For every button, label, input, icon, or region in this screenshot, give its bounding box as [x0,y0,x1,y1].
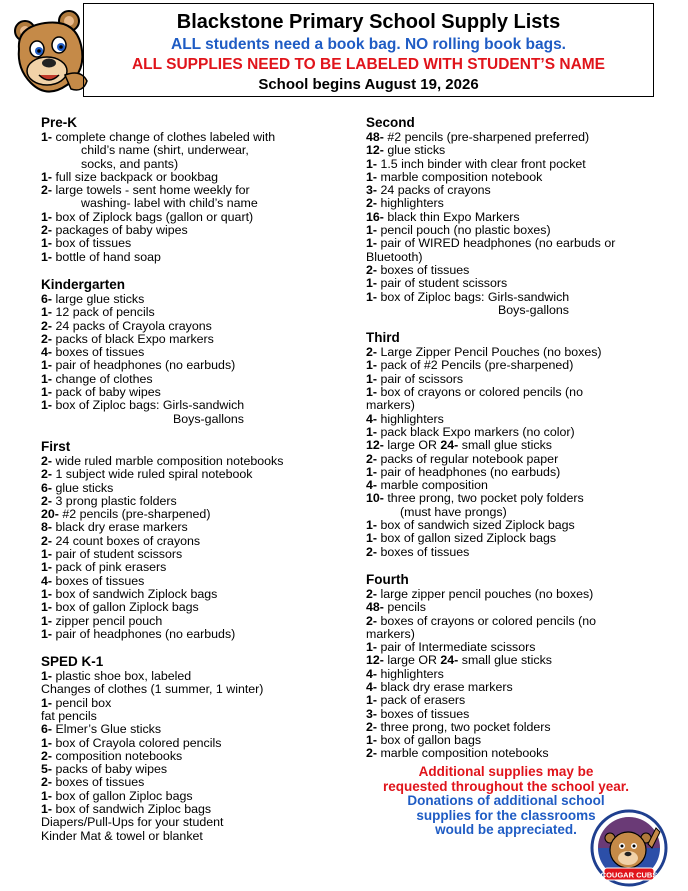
item-text: marble composition notebook [377,169,543,184]
list-item [366,668,666,681]
list-item [366,747,666,760]
item-text: Elmer’s Glue sticks [52,722,162,737]
item-text: box of Ziploc bags: Girls-sandwich [52,398,245,413]
item-text: pair of WIRED headphones (no earbuds or [377,236,616,251]
item-text: 24 count boxes of crayons [52,533,201,548]
list-item [366,291,666,304]
item-text: #2 pencils (pre-sharpened) [58,507,211,522]
item-qty: 1- [366,156,378,171]
item-text: pair of headphones (no earbuds) [377,464,561,479]
item-qty: 1- [366,693,378,708]
item-qty: 2- [366,345,378,360]
item-text: boxes of tissues [377,706,470,721]
section-title: Fourth [366,571,409,587]
list-item [41,548,351,561]
item-qty: 1- [366,518,378,533]
item-text: plastic shoe box, labeled [52,669,192,684]
item-text: pair of Intermediate scissors [377,640,536,655]
item-text: #2 pencils (pre-sharpened preferred) [383,130,590,144]
list-item [366,426,666,439]
item-text: highlighters [377,411,444,426]
list-item [41,683,351,696]
list-item [41,508,351,521]
section-fourth [366,572,666,761]
item-text: composition notebooks [52,748,183,763]
list-item [41,373,351,386]
list-item [366,211,666,224]
list-item [366,615,666,628]
item-text: box of gallon bags [377,733,482,748]
item-qty: 1- [41,305,53,320]
item-text: marble composition notebooks [377,746,549,761]
item-text: 24 packs of Crayola crayons [52,318,212,333]
item-text: black thin Expo Markers [383,209,520,224]
list-item [41,697,351,710]
item-qty: 2- [366,262,378,277]
list-item [41,601,351,614]
list-item [366,197,666,210]
item-qty: 2- [366,719,378,734]
section-third [366,330,666,559]
item-text: box of gallon sized Ziplock bags [377,531,557,546]
school-start-date: School begins August 19, 2026 [258,76,479,93]
list-item [366,171,666,184]
item-qty: 2- [41,223,53,238]
item-qty: 2- [366,451,378,466]
item-text: pair of student scissors [377,276,508,291]
right-column [366,115,666,774]
item-qty: 1- [366,640,378,655]
item-qty: 1- [366,424,378,439]
list-item [366,277,666,290]
item-text: small glue sticks [458,653,552,668]
list-item [41,306,351,319]
item-text: pair of student scissors [52,547,183,562]
item-text: box of Crayola colored pencils [52,735,222,750]
list-item [41,131,351,144]
section-sped [41,654,351,843]
item-qty: 1- [366,531,378,546]
list-item [41,482,351,495]
list-item [41,455,351,468]
list-item [366,654,666,667]
list-item [41,346,351,359]
item-text: marble composition [377,478,488,493]
left-column [41,115,351,856]
item-qty: 1- [41,788,53,803]
list-item [366,359,666,372]
item-text: complete change of clothes labeled with [52,130,276,144]
list-item [366,681,666,694]
list-item [41,750,351,763]
list-item [366,479,666,492]
item-continuation: child’s name (shirt, underwear, [81,143,249,158]
item-text: Large Zipper Pencil Pouches (no boxes) [377,345,602,360]
item-qty: 1- [41,398,53,413]
item-text: 3 prong plastic folders [52,493,177,508]
list-item [41,211,351,224]
list-item [41,776,351,789]
item-text: black dry erase markers [52,520,188,535]
item-continuation: Boys-gallons [173,411,244,426]
item-text: large OR [383,438,441,453]
item-text: Changes of clothes (1 summer, 1 winter) [41,682,264,697]
list-item [41,184,351,197]
item-text: Kinder Mat & towel or blanket [41,828,203,843]
item-qty: 2- [41,533,53,548]
item-qty: 1- [366,289,378,304]
section-title: Third [366,330,400,346]
list-item [366,184,666,197]
item-qty: 2- [41,493,53,508]
item-qty: 48- [366,600,384,615]
item-text: bottle of hand soap [52,249,161,264]
item-text: packs of baby wipes [52,762,168,777]
item-text: pencil pouch (no plastic boxes) [377,223,551,238]
list-item [366,439,666,452]
item-continuation: washing- label with child’s name [81,196,258,211]
section-first [41,439,351,641]
item-text: box of tissues [52,236,132,251]
list-item [366,641,666,654]
item-qty: 2- [366,613,378,628]
section-title: Pre-K [41,115,78,130]
item-text: wide ruled marble composition notebooks [52,453,284,468]
item-text: change of clothes [52,371,153,386]
item-continuation: socks, and pants) [81,156,179,171]
label-notice: ALL SUPPLIES NEED TO BE LABELED WITH STUDENT’S NAME [131,56,606,73]
list-item [366,734,666,747]
list-item [366,386,666,399]
item-qty: 4- [41,345,53,360]
list-item [366,453,666,466]
list-item [41,320,351,333]
list-item [366,588,666,601]
item-qty: 8- [41,520,53,535]
section-kindergarten [41,277,351,426]
list-item [41,670,351,683]
item-qty: 4- [41,573,53,588]
item-qty: 24- [440,653,459,668]
list-item [366,601,666,614]
item-text: packs of black Expo markers [52,331,214,346]
cougar-mascot-icon [9,9,93,109]
item-text: boxes of tissues [52,573,145,588]
item-qty: 3- [366,183,378,198]
section-title: First [41,438,71,454]
item-qty: 24- [440,438,459,453]
list-item [366,466,666,479]
item-text: pack black Expo markers (no color) [377,424,575,439]
item-qty: 1- [366,371,378,386]
item-qty: 1- [41,735,53,750]
item-text: glue sticks [383,143,446,158]
list-item [366,224,666,237]
list-item [41,333,351,346]
item-text: boxes of tissues [377,544,470,559]
list-item [41,790,351,803]
item-text: 1 subject wide ruled spiral notebook [52,467,253,482]
list-item [41,495,351,508]
item-qty: 1- [41,600,53,615]
item-qty: 1- [366,169,378,184]
item-qty: 10- [366,491,384,506]
list-item [366,532,666,545]
section-title: Second [366,115,415,130]
item-continuation: markers) [366,398,415,413]
item-text: box of sandwich sized Ziplock bags [377,518,575,533]
list-item [366,721,666,734]
item-qty: 2- [366,746,378,761]
item-text: pencil box [52,695,112,710]
list-item [366,346,666,359]
list-item [366,519,666,532]
item-text: box of gallon Ziplock bags [52,600,199,615]
item-text: box of sandwich Ziplock bags [52,586,218,601]
item-text: large towels - sent home weekly for [52,183,250,198]
list-item [366,264,666,277]
item-qty: 1- [41,358,53,373]
list-item [366,708,666,721]
list-item [366,546,666,559]
item-text: three prong, two pocket poly folders [383,491,584,506]
item-text: 12 pack of pencils [52,305,155,320]
item-text: box of Ziploc bags: Girls-sandwich [377,289,570,304]
header-box [83,3,654,97]
item-qty: 16- [366,209,384,224]
item-qty: 1- [41,236,53,251]
item-text: black dry erase markers [377,679,513,694]
item-text: highlighters [377,196,444,211]
item-text: Diapers/Pull-Ups for your student [41,815,224,830]
item-qty: 48- [366,130,384,144]
list-item [41,737,351,750]
item-qty: 2- [41,467,53,482]
item-qty: 4- [366,478,378,493]
item-qty: 1- [41,626,53,641]
footer-red-line: Additional supplies may be [418,764,594,779]
list-item [41,763,351,776]
list-item [41,575,351,588]
item-continuation: Boys-gallons [498,302,569,317]
footer-blue-line: supplies for the classrooms [416,807,596,823]
list-item [41,561,351,574]
item-text: boxes of crayons or colored pencils (no [377,613,597,628]
item-qty: 1- [41,547,53,562]
list-item [366,131,666,144]
item-text: large glue sticks [52,291,145,306]
item-qty: 6- [41,722,53,737]
item-text: glue sticks [52,480,114,495]
item-qty: 2- [41,318,53,333]
item-qty: 2- [41,453,53,468]
item-qty: 4- [366,679,378,694]
item-qty: 6- [41,480,53,495]
item-qty: 20- [41,507,59,522]
list-item [41,521,351,534]
item-qty: 2- [366,586,378,601]
item-qty: 1- [41,385,53,400]
list-item [41,171,351,184]
list-item [41,399,351,412]
item-qty: 12- [366,143,384,158]
item-text: pack of pink erasers [52,560,167,575]
footer-red-line: requested throughout the school year. [382,778,630,794]
item-text: 1.5 inch binder with clear front pocket [377,156,586,171]
item-qty: 3- [366,706,378,721]
item-text: pair of headphones (no earbuds) [52,358,236,373]
section-title: SPED K-1 [41,654,104,670]
list-item [41,830,351,843]
item-continuation: markers) [366,626,415,641]
item-qty: 1- [41,209,53,224]
list-item [41,359,351,372]
item-qty: 1- [41,613,53,628]
item-qty: 2- [41,775,53,790]
item-text: fat pencils [41,708,97,723]
list-item [41,723,351,736]
list-item [41,386,351,399]
item-qty: 5- [41,762,53,777]
item-qty: 4- [366,666,378,681]
item-qty: 12- [366,653,384,668]
item-text: box of gallon Ziploc bags [52,788,193,803]
list-item [41,710,351,723]
item-qty: 2- [41,331,53,346]
footer-blue-line: Donations of additional school [407,793,605,808]
item-qty: 1- [41,802,53,817]
list-item [41,803,351,816]
page-title: Blackstone Primary School Supply Lists [176,11,561,33]
item-qty: 1- [41,169,53,184]
item-qty: 1- [41,560,53,575]
list-item [366,158,666,171]
item-qty: 1- [366,276,378,291]
list-item [41,588,351,601]
item-text: pair of headphones (no earbuds) [52,626,236,641]
list-item [366,694,666,707]
item-text: pack of erasers [377,693,466,708]
item-text: large OR [383,653,441,668]
item-text: boxes of tissues [377,262,470,277]
item-qty: 1- [366,358,378,373]
item-text: packages of baby wipes [52,223,188,238]
list-item [366,144,666,157]
item-qty: 1- [366,733,378,748]
list-item [41,816,351,829]
book-bag-notice: ALL students need a book bag. NO rolling book bags. [171,36,566,53]
item-continuation: Bluetooth) [366,249,423,264]
item-text: small glue sticks [458,438,552,453]
item-qty: 1- [41,669,53,684]
list-item [41,535,351,548]
item-qty: 2- [366,196,378,211]
item-text: full size backpack or bookbag [52,169,219,184]
list-item [366,237,666,250]
item-qty: 1- [366,236,378,251]
item-text: pencils [383,600,426,615]
cougar-cubs-badge-icon [590,808,668,888]
list-item [41,468,351,481]
item-continuation: (must have prongs) [400,504,507,519]
list-item [41,628,351,641]
section-prek [41,115,351,264]
item-text: large zipper pencil pouches (no boxes) [377,586,594,601]
item-text: 24 packs of crayons [377,183,491,198]
item-qty: 1- [366,385,378,400]
item-qty: 2- [41,748,53,763]
list-item [366,413,666,426]
item-text: boxes of tissues [52,775,145,790]
item-text: pair of scissors [377,371,464,386]
list-item [41,224,351,237]
list-item [41,293,351,306]
badge-text: COUGAR CUBS [600,870,658,880]
section-second [366,115,666,317]
item-text: highlighters [377,666,444,681]
section-title: Kindergarten [41,276,126,292]
item-text: three prong, two pocket folders [377,719,551,734]
item-text: pack of #2 Pencils (pre-sharpened) [377,358,574,373]
item-qty: 1- [366,223,378,238]
item-qty: 1- [41,695,53,710]
footer-blue-line: would be appreciated. [435,822,577,837]
list-item [366,492,666,505]
item-qty: 4- [366,411,378,426]
item-text: box of sandwich Ziploc bags [52,802,212,817]
item-qty: 6- [41,291,53,306]
item-qty: 1- [41,130,53,144]
list-item [366,373,666,386]
item-text: zipper pencil pouch [52,613,163,628]
list-item [41,615,351,628]
list-item [41,251,351,264]
list-item [41,237,351,250]
item-qty: 1- [41,586,53,601]
item-qty: 2- [366,544,378,559]
item-qty: 2- [41,183,53,198]
item-qty: 1- [366,464,378,479]
item-text: box of Ziplock bags (gallon or quart) [52,209,254,224]
item-text: pack of baby wipes [52,385,161,400]
item-qty: 12- [366,438,384,453]
item-text: packs of regular notebook paper [377,451,559,466]
item-qty: 1- [41,249,53,264]
item-text: box of crayons or colored pencils (no [377,385,583,400]
item-text: boxes of tissues [52,345,145,360]
item-qty: 1- [41,371,53,386]
